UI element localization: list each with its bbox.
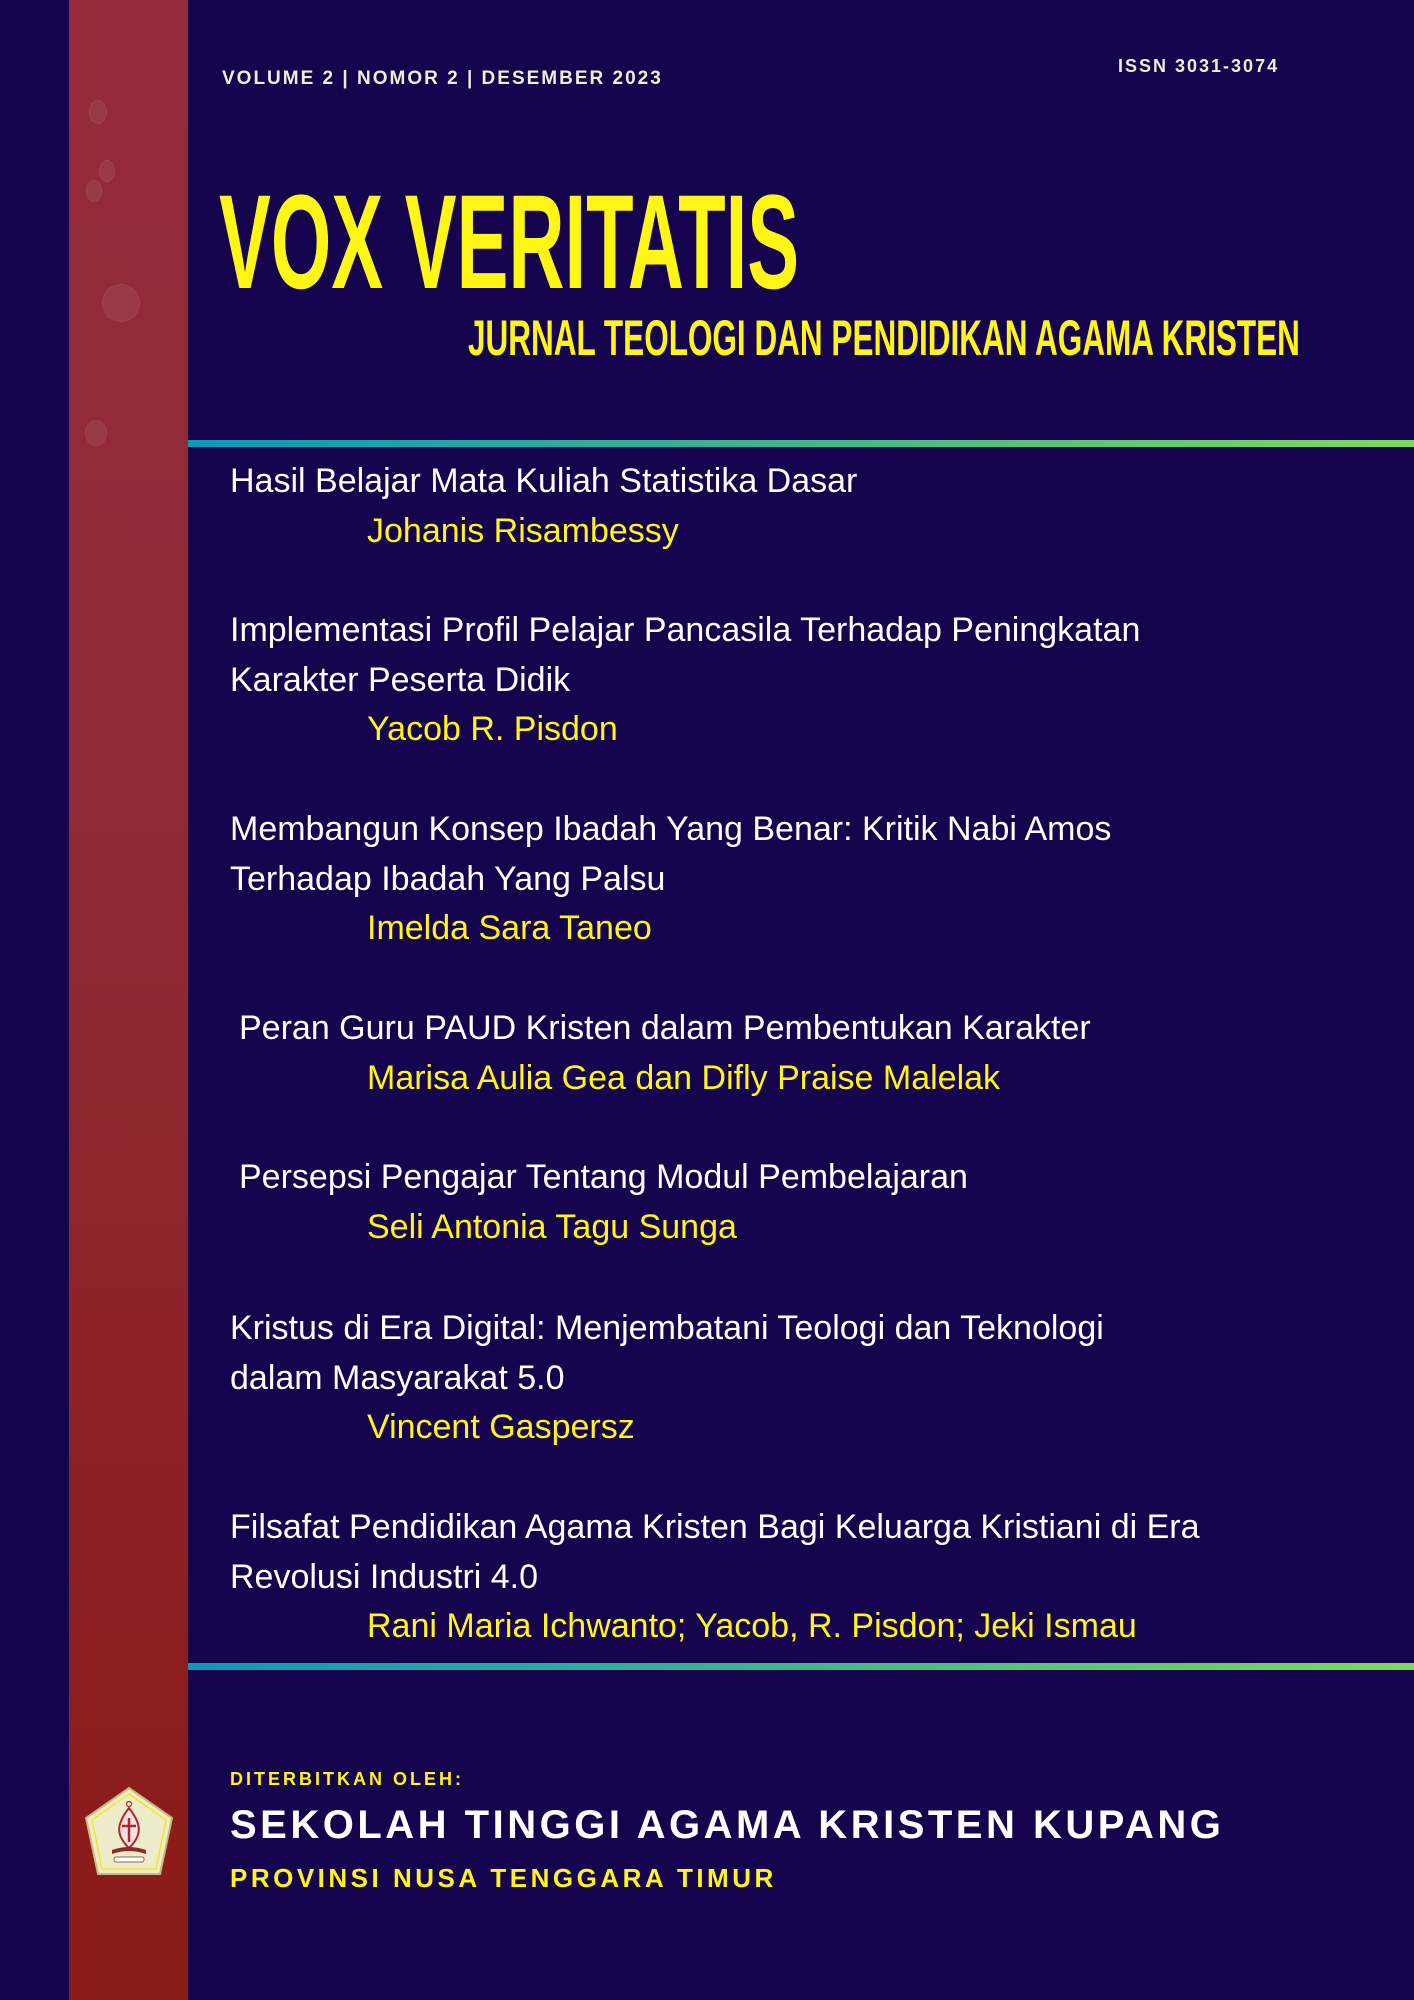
article-entry (230, 1153, 968, 1252)
article-author: Imelda Sara Taneo (367, 909, 652, 947)
article-title: Kristus di Era Digital: Menjembatani Teologi dan Teknologi (230, 1309, 1104, 1347)
article-title: Peran Guru PAUD Kristen dalam Pembentukan Karakter (239, 1009, 1091, 1047)
article-title: Implementasi Profil Pelajar Pancasila Terhadap Peningkatan (230, 611, 1141, 649)
journal-title: VOX VERITATIS (219, 168, 800, 317)
journal-subtitle: JURNAL TEOLOGI DAN PENDIDIKAN AGAMA KRISTEN (468, 310, 1300, 366)
article-entry (230, 457, 857, 556)
article-title: Membangun Konsep Ibadah Yang Benar: Kritik Nabi Amos (230, 810, 1112, 848)
article-entry (230, 805, 1111, 954)
gradient-divider-bottom (188, 1663, 1414, 1670)
decorative-bubble (102, 284, 140, 322)
article-title: dalam Masyarakat 5.0 (230, 1358, 565, 1397)
decorative-bubble (99, 160, 115, 182)
institution-logo-icon (84, 1786, 174, 1878)
gradient-divider-top (188, 440, 1414, 447)
article-title: Persepsi Pengajar Tentang Modul Pembelajaran (239, 1158, 968, 1196)
article-author: Yacob R. Pisdon (367, 710, 618, 748)
article-entry (230, 606, 1140, 755)
decorative-bubble (89, 100, 107, 124)
article-entry (230, 1503, 1200, 1652)
issn: ISSN 3031-3074 (1118, 56, 1280, 76)
province-name: PROVINSI NUSA TENGGARA TIMUR (230, 1863, 777, 1893)
article-title: Filsafat Pendidikan Agama Kristen Bagi Keluarga Kristiani di Era (230, 1508, 1200, 1546)
decorative-bubble (85, 420, 107, 446)
article-entry (230, 1004, 1091, 1103)
article-author: Rani Maria Ichwanto; Yacob, R. Pisdon; Jeki Ismau (367, 1607, 1137, 1645)
article-author: Vincent Gaspersz (367, 1408, 635, 1446)
article-author: Johanis Risambessy (367, 511, 679, 550)
article-author: Marisa Aulia Gea dan Difly Praise Malelak (367, 1058, 1001, 1097)
decorative-red-strip (69, 0, 188, 2000)
institution-name: SEKOLAH TINGGI AGAMA KRISTEN KUPANG (230, 1803, 1225, 1847)
article-author: Seli Antonia Tagu Sunga (367, 1207, 737, 1246)
volume-issue-date: VOLUME 2 | NOMOR 2 | DESEMBER 2023 (222, 68, 663, 89)
decorative-bubble (86, 180, 102, 202)
published-by-label: DITERBITKAN OLEH: (230, 1769, 464, 1789)
article-title: Karakter Peserta Didik (230, 660, 571, 699)
article-title: Terhadap Ibadah Yang Palsu (230, 859, 666, 898)
article-title: Revolusi Industri 4.0 (230, 1557, 539, 1596)
article-entry (230, 1304, 1104, 1453)
article-title: Hasil Belajar Mata Kuliah Statistika Dasar (230, 462, 858, 500)
